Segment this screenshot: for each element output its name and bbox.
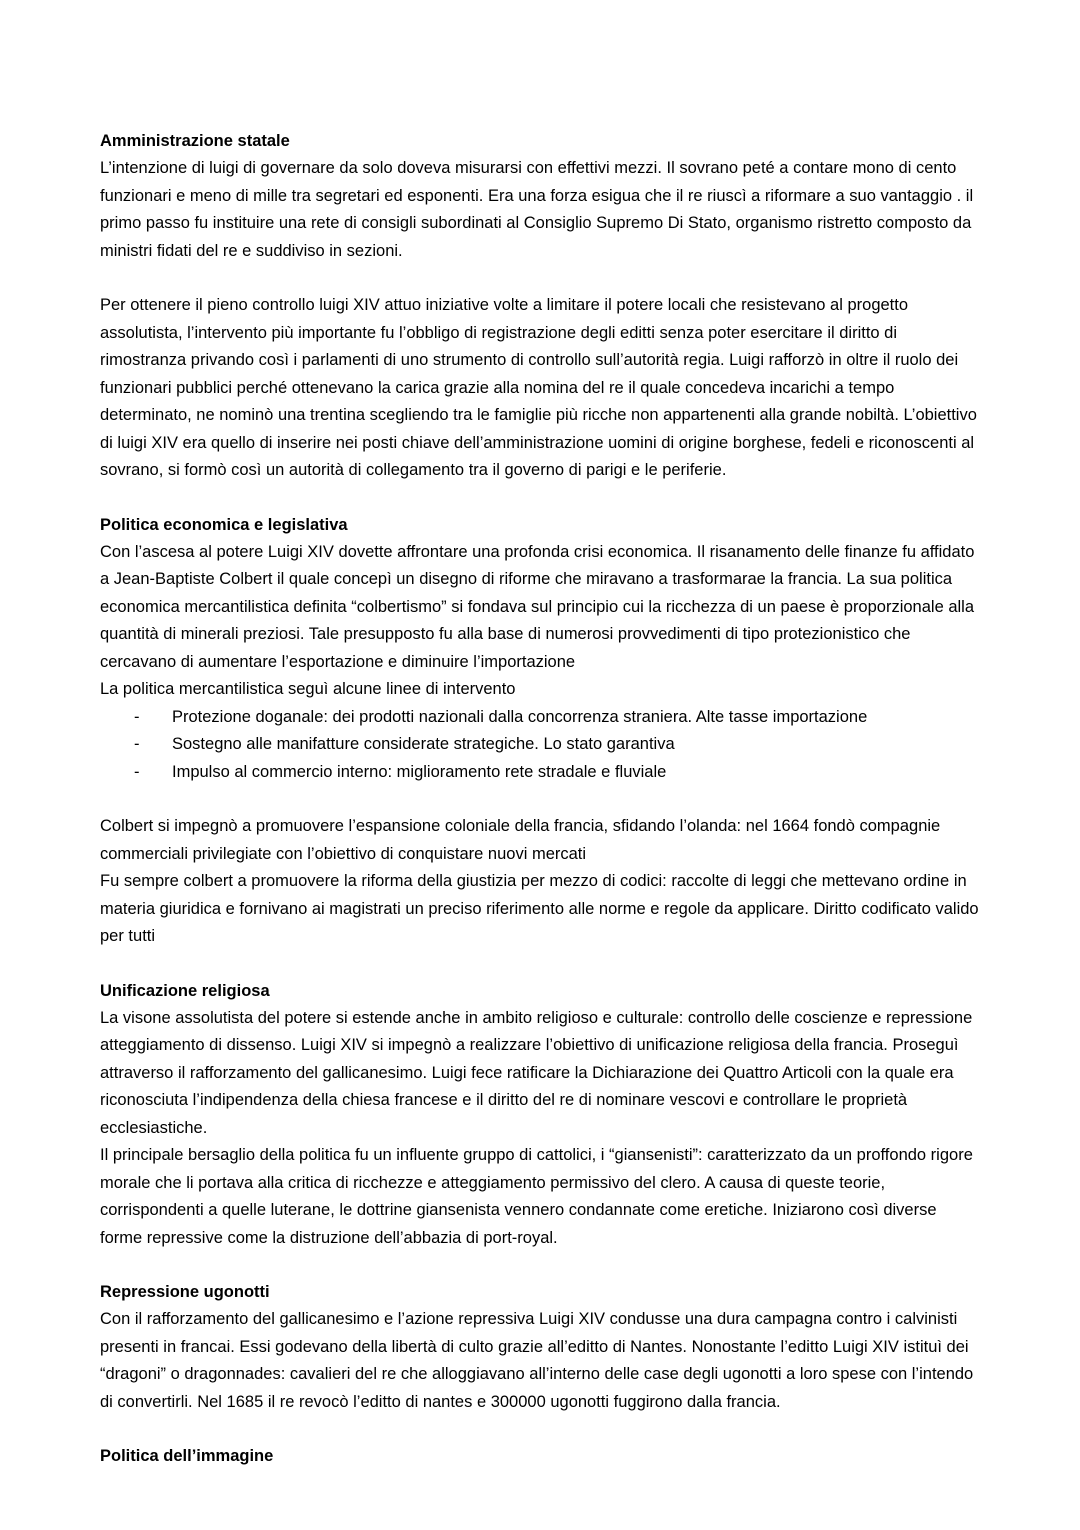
section-heading: Politica dell’immagine [100, 1447, 274, 1465]
bullet-dash-icon: - [134, 735, 140, 753]
body-paragraph: L’intenzione di luigi di governare da solo doveva misurarsi con effettivi mezzi. Il sovrano peté a contare mono di cento funzionari e meno di mille tra segretari ed esponenti. Era una forza esigua che il re riuscì a riformare a suo vantaggio . il primo passo fu instituire una rete di consigli subordinati al Consiglio Supremo Di Stato, organismo ristretto composto da ministri fidati del re e suddiviso in sezioni. [100, 159, 974, 260]
paragraph-spacer [100, 951, 980, 978]
bullet-dash-icon: - [134, 707, 140, 726]
list-item [100, 704, 980, 732]
list-item-label: Sostegno alle manifatture considerate strategiche. Lo stato garantiva [172, 735, 675, 753]
body-paragraph: Con il rafforzamento del gallicanesimo e l’azione repressiva Luigi XIV condusse una dura campagna contro i calvinisti presenti in francai. Essi godevano della libertà di culto grazie all’editto di Nantes. Nonostante l’editto Luigi XIV istituì dei “dragoni” o dragonnades: cavalieri del re che alloggiavano all’interno delle case degli ugonotti a loro spese con l’intendo di convertirli. Nel 1685 il re revocò l’editto di nantes e 300000 ugonotti fuggirono dalla francia. [100, 1310, 974, 1411]
body-paragraph: Con l’ascesa al potere Luigi XIV dovette affrontare una profonda crisi economica. Il risanamento delle finanze fu affidato a Jean-Baptiste Colbert il quale concepì un disegno di riforme che miravano a trasformarae la francia. La sua politica economica mercantilistica definita “colbertismo” si fondava sul principio cui la ricchezza di un paese è proporzionale alla quantità di minerali preziosi. Tale presupposto fu alla base di numerosi provvedimenti di tipo protezionistico che cercavano di aumentare l’esportazione e diminuire l’importazione [100, 542, 975, 671]
body-paragraph: Fu sempre colbert a promuovere la riforma della giustizia per mezzo di codici: raccolte di leggi che mettevano ordine in materia giuridica e fornivano ai magistrati un preciso riferimento alle norme e regole da applicare. Diritto codificato valido per tutti [100, 872, 979, 945]
body-paragraph: La visone assolutista del potere si estende anche in ambito religioso e culturale: controllo delle coscienze e repressione atteggiamento di dissenso. Luigi XIV si impegnò a realizzare l’obiettivo di unificazione religiosa della francia. Proseguì attraverso il rafforzamento del gallicanesimo. Luigi fece ratificare la Dichiarazione dei Quattro Articoli con la quale era riconosciuta l’indipendenza della chiesa francese e il diritto del re di nominare vescovi e controllare le proprietà ecclesiastiche. [100, 1008, 973, 1137]
section-heading: Politica economica e legislativa [100, 515, 348, 534]
paragraph-spacer [100, 265, 980, 292]
body-paragraph: Il principale bersaglio della politica fu un influente gruppo di cattolici, i “giansenisti”: caratterizzato da un proffondo rigore morale che li portava alla critica di ricchezze e atteggiamento permissivo del clero. A causa di queste teorie, corrispondenti a quelle luterane, le dottrine giansenista vennero condannate come eretiche. Iniziarono così diverse forme repressive come la distruzione dell’abbazia di port-royal. [100, 1146, 973, 1247]
paragraph-spacer [100, 1416, 980, 1443]
body-paragraph: Colbert si impegnò a promuovere l’espansione coloniale della francia, sfidando l’olanda: nel 1664 fondò compagnie commerciali privilegiate con l’obiettivo di conquistare nuovi mercati [100, 817, 941, 863]
body-paragraph: Per ottenere il pieno controllo luigi XIV attuo iniziative volte a limitare il potere locali che resistevano al progetto assolutista, l’intervento più importante fu l’obbligo di registrazione degli editti senza poter esercitare il diritto di rimostranza privando così i parlamenti di uno strumento di controllo sull’autorità regia. Luigi rafforzò in oltre il ruolo dei funzionari pubblici perché ottenevano la carica grazie alla nomina del re il quale concedeva incarichi a tempo determinato, ne nominò una trentina scegliendo tra le famiglie più ricche non appartenenti alla grande nobiltà. L’obiettivo di luigi XIV era quello di inserire nei posti chiave dell’amministrazione uomini di origine borghese, fedeli e riconoscenti al sovrano, si formò così un autorità di collegamento tra il governo di parigi e le periferie. [100, 296, 977, 479]
paragraph-spacer [100, 786, 980, 813]
paragraph-spacer [100, 1252, 980, 1279]
paragraph-spacer [100, 485, 980, 512]
bullet-list [100, 704, 980, 787]
list-item-label: Protezione doganale: dei prodotti nazionali dalla concorrenza straniera. Alte tasse importazione [172, 707, 868, 726]
document-body [100, 128, 980, 1470]
bullet-dash-icon: - [134, 762, 140, 781]
section-heading: Unificazione religiosa [100, 981, 270, 1000]
list-item [100, 731, 980, 759]
body-paragraph: La politica mercantilistica seguì alcune linee di intervento [100, 680, 516, 698]
section-heading: Amministrazione statale [100, 132, 290, 150]
list-item-label: Impulso al commercio interno: miglioramento rete stradale e fluviale [172, 762, 667, 781]
list-item [100, 759, 980, 787]
section-heading: Repressione ugonotti [100, 1283, 270, 1301]
